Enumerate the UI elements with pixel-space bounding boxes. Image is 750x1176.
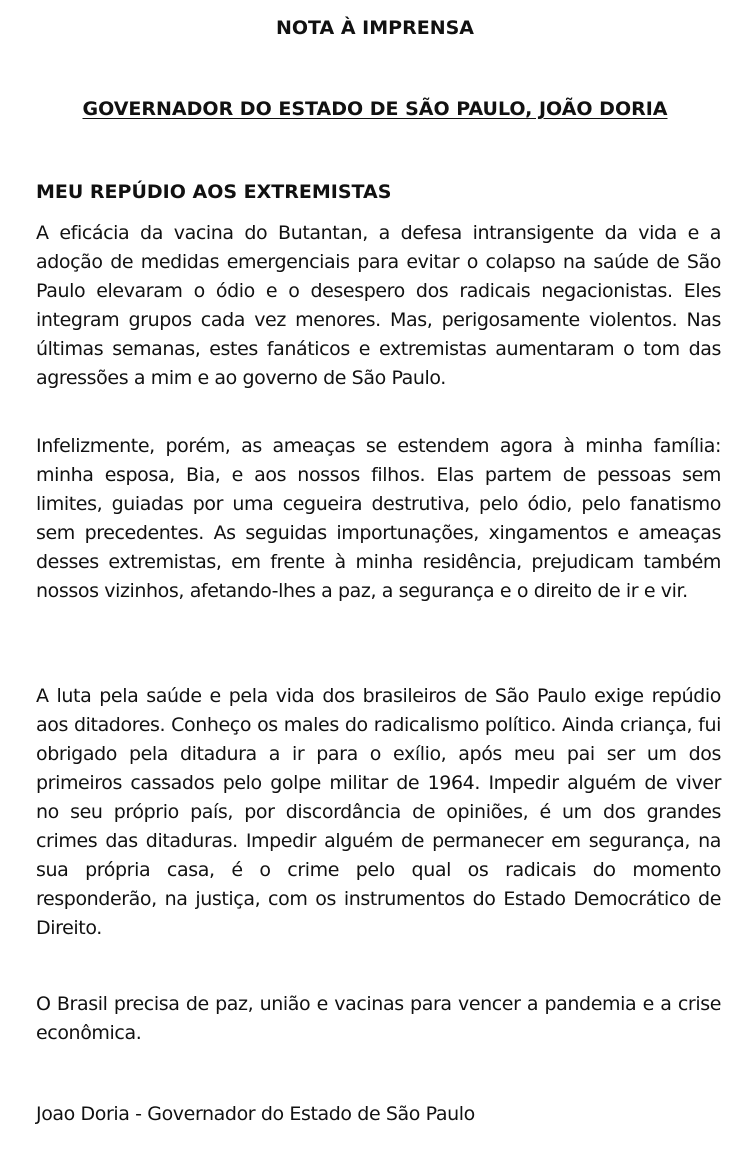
governor-title: GOVERNADOR DO ESTADO DE SÃO PAULO, JOÃO DORIA — [82, 98, 668, 120]
paragraph-3: A luta pela saúde e pela vida dos brasileiros de São Paulo exige repúdio aos ditadores. Conheço os males do radicalismo político. Ainda criança, fui obrigado pela ditadura a ir para o exílio, após meu pai ser um dos primeiros cassados pelo golpe militar de 1964. Impedir alguém de viver no seu próprio país, por discordância de opiniões, é um dos grandes crimes das ditaduras. Impedir alguém de permanecer em segurança, na sua própria casa, é o crime pelo qual os radicais do momento responderão, na justiça, com os instrumentos do Estado Democrático de Direito. — [36, 685, 721, 939]
press-note-title: NOTA À IMPRENSA — [276, 17, 474, 39]
signature: Joao Doria - Governador do Estado de São Paulo — [36, 1103, 475, 1125]
paragraph-2: Infelizmente, porém, as ameaças se estendem agora à minha família: minha esposa, Bia, e aos nossos filhos. Elas partem de pessoas sem limites, guiadas por uma cegueira destrutiva, pelo ódio, pelo fanatismo sem precedentes. As seguidas importunações, xingamentos e ameaças desses extremistas, em frente à minha residência, prejudicam também nossos vizinhos, afetando-lhes a paz, a segurança e o direito de ir e vir. — [36, 435, 721, 602]
paragraph-4: O Brasil precisa de paz, união e vacinas para vencer a pandemia e a crise econômica. — [36, 993, 721, 1044]
paragraph-1: A eficácia da vacina do Butantan, a defesa intransigente da vida e a adoção de medidas emergenciais para evitar o colapso na saúde de São Paulo elevaram o ódio e o desespero dos radicais negacionistas. Eles integram grupos cada vez menores. Mas, perigosamente violentos. Nas últimas semanas, estes fanáticos e extremistas aumentaram o tom das agressões a mim e ao governo de São Paulo. — [36, 222, 721, 389]
section-heading: MEU REPÚDIO AOS EXTREMISTAS — [36, 181, 392, 203]
